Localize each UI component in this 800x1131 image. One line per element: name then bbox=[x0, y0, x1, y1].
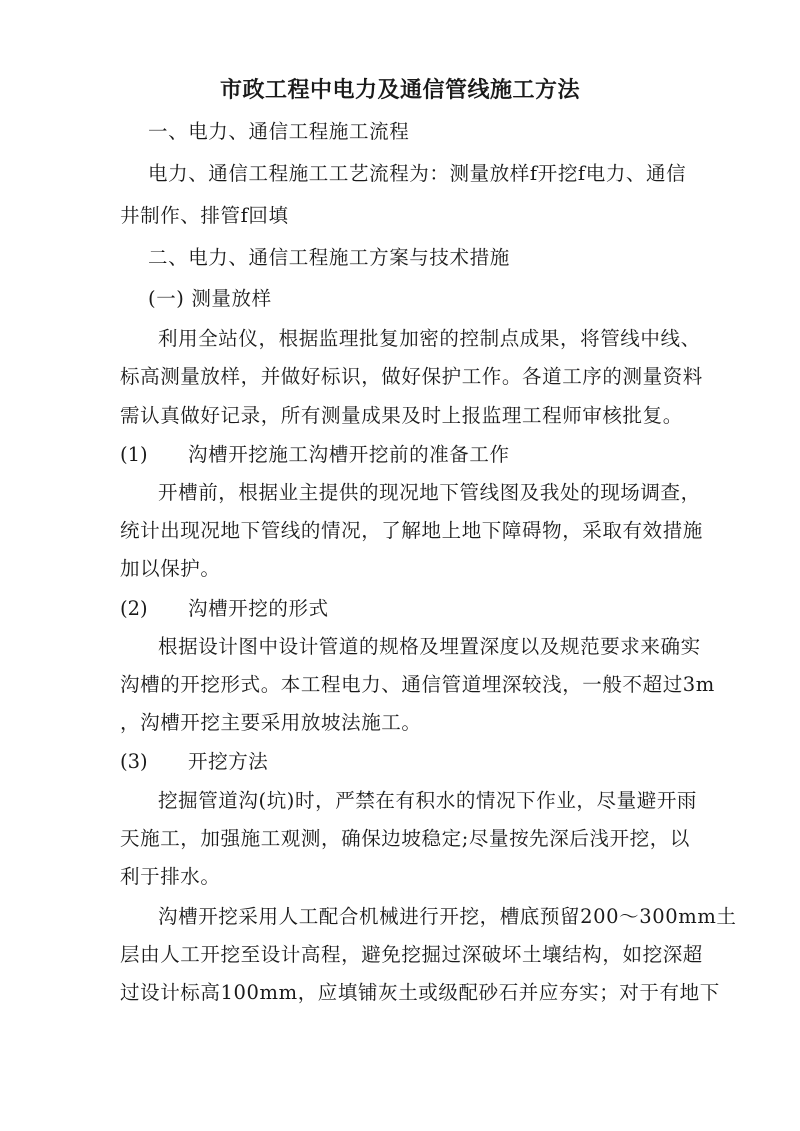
paragraph-line: 沟槽开挖采用人工配合机械进行开挖，槽底预留200～300mm土 bbox=[158, 905, 737, 928]
paragraph-line: 电力、通信工程施工工艺流程为：测量放样f开挖f电力、通信 bbox=[148, 162, 687, 185]
subsection-heading: (一) 测量放样 bbox=[148, 287, 272, 310]
item-number: (3) bbox=[120, 750, 148, 773]
paragraph-line: 根据设计图中设计管道的规格及埋置深度以及规范要求来确实 bbox=[158, 635, 701, 658]
paragraph-line: 加以保护。 bbox=[120, 557, 221, 580]
paragraph-line: 挖掘管道沟(坑)时，严禁在有积水的情况下作业，尽量避开雨 bbox=[158, 789, 698, 812]
paragraph-line: 井制作、排管f回填 bbox=[120, 204, 289, 227]
paragraph-line: 利于排水。 bbox=[120, 865, 221, 888]
item-heading: 开挖方法 bbox=[188, 750, 269, 773]
item-number: (1) bbox=[120, 443, 148, 466]
section-heading-1: 一、电力、通信工程施工流程 bbox=[148, 120, 410, 143]
paragraph-line: 利用全站仪，根据监理批复加密的控制点成果，将管线中线、 bbox=[158, 327, 701, 350]
item-number: (2) bbox=[120, 597, 148, 620]
paragraph-line: ，沟槽开挖主要采用放坡法施工。 bbox=[120, 711, 422, 734]
paragraph-line: 需认真做好记录，所有测量成果及时上报监理工程师审核批复。 bbox=[120, 404, 683, 427]
paragraph-line: 过设计标高100mm，应填铺灰土或级配砂石并应夯实；对于有地下 bbox=[120, 981, 720, 1004]
document-title: 市政工程中电力及通信管线施工方法 bbox=[219, 77, 580, 103]
paragraph-line: 标高测量放样，并做好标识，做好保护工作。各道工序的测量资料 bbox=[120, 365, 703, 388]
section-heading-2: 二、电力、通信工程施工方案与技术措施 bbox=[148, 246, 510, 269]
paragraph-line: 开槽前，根据业主提供的现况地下管线图及我处的现场调查， bbox=[158, 481, 701, 504]
paragraph-line: 天施工，加强施工观测，确保边坡稳定;尽量按先深后浅开挖，以 bbox=[120, 827, 690, 850]
item-heading: 沟槽开挖施工沟槽开挖前的准备工作 bbox=[188, 443, 510, 466]
paragraph-line: 层由人工开挖至设计高程，避免挖掘过深破坏土壤结构，如挖深超 bbox=[120, 943, 703, 966]
item-heading: 沟槽开挖的形式 bbox=[188, 597, 329, 620]
paragraph-line: 统计出现况地下管线的情况，了解地上地下障碍物，采取有效措施 bbox=[120, 519, 703, 542]
paragraph-line: 沟槽的开挖形式。本工程电力、通信管道埋深较浅，一般不超过3m bbox=[120, 673, 715, 696]
